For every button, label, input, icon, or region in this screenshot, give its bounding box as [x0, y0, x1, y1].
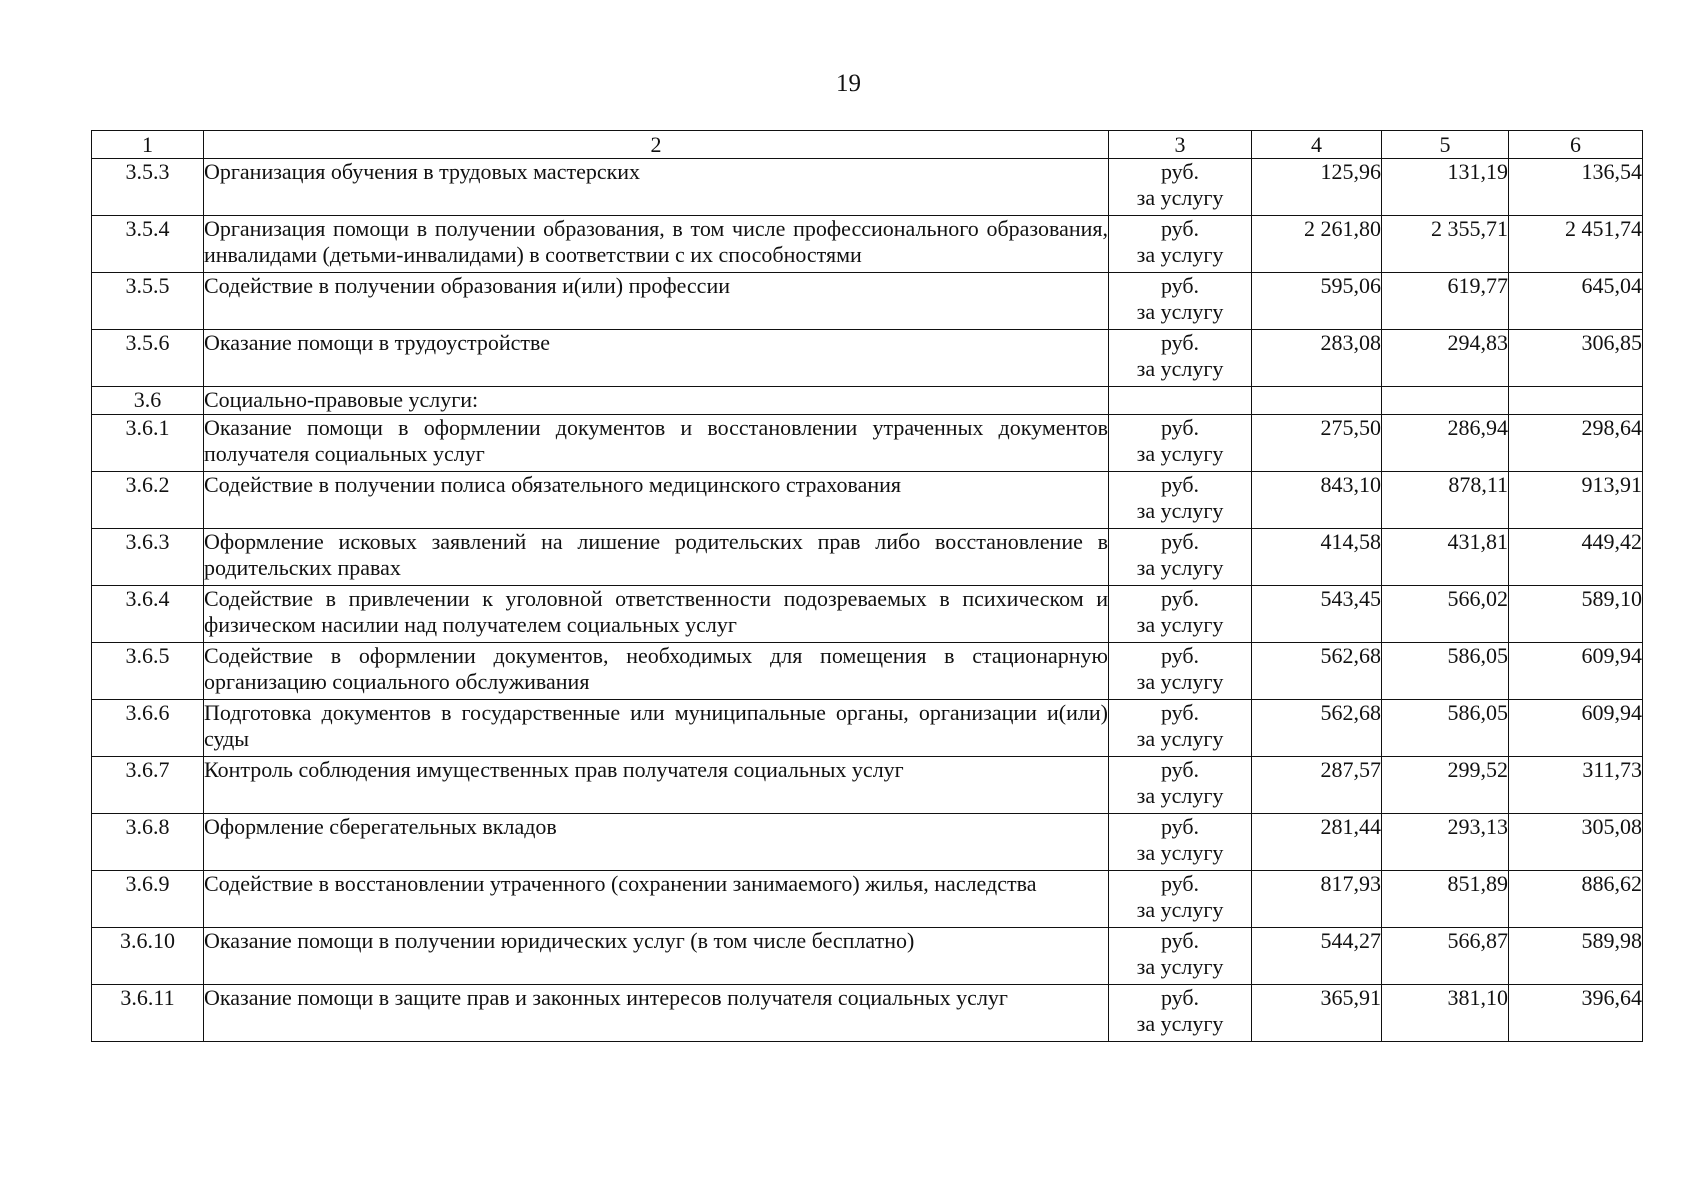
price-col5: [1382, 387, 1509, 415]
price-col6: 311,73: [1509, 757, 1643, 814]
unit-text: за услугу: [1136, 840, 1224, 865]
price-col6: 136,54: [1509, 159, 1643, 216]
price-col6: 298,64: [1509, 415, 1643, 472]
item-number: 3.6.9: [92, 871, 204, 928]
unit-text: руб.: [1160, 330, 1200, 355]
price-col4: 595,06: [1252, 273, 1382, 330]
table-row: [92, 814, 1643, 871]
unit-text: за услугу: [1136, 299, 1224, 324]
price-col6: 2 451,74: [1509, 216, 1643, 273]
table-row: [92, 985, 1643, 1042]
unit-cell: [1109, 415, 1252, 472]
unit-text: за услугу: [1136, 954, 1224, 979]
item-number: 3.5.3: [92, 159, 204, 216]
page-number: 19: [836, 70, 861, 97]
price-col6: [1509, 387, 1643, 415]
price-col6: 609,94: [1509, 700, 1643, 757]
unit-text: за услугу: [1136, 726, 1224, 751]
price-col5: 566,87: [1382, 928, 1509, 985]
price-col6: 645,04: [1509, 273, 1643, 330]
price-col6: 609,94: [1509, 643, 1643, 700]
service-name: Оказание помощи в защите прав и законных интересов получателя социальных услуг: [204, 985, 1109, 1042]
table-row: [92, 643, 1643, 700]
table-row: [92, 871, 1643, 928]
unit-text: за услугу: [1136, 669, 1224, 694]
table-row: [92, 216, 1643, 273]
price-col4: [1252, 387, 1382, 415]
column-header: 4: [1252, 131, 1382, 159]
unit-text: за услугу: [1136, 185, 1224, 210]
service-name: Контроль соблюдения имущественных прав получателя социальных услуг: [204, 757, 1109, 814]
price-col4: 365,91: [1252, 985, 1382, 1042]
service-name: Оформление исковых заявлений на лишение родительских прав либо восстановление в родительских правах: [204, 529, 1109, 586]
unit-text: руб.: [1160, 273, 1200, 298]
item-number: 3.6.7: [92, 757, 204, 814]
table-row: [92, 529, 1643, 586]
column-header: 6: [1509, 131, 1643, 159]
service-name: Содействие в восстановлении утраченного (сохранении занимаемого) жилья, наследства: [204, 871, 1109, 928]
unit-text: руб.: [1160, 814, 1200, 839]
table-row: [92, 586, 1643, 643]
unit-text: руб.: [1160, 985, 1200, 1010]
service-name: Содействие в получении полиса обязательного медицинского страхования: [204, 472, 1109, 529]
unit-text: руб.: [1160, 586, 1200, 611]
price-col5: 299,52: [1382, 757, 1509, 814]
unit-cell: [1109, 387, 1252, 415]
unit-text: руб.: [1160, 529, 1200, 554]
unit-cell: [1109, 586, 1252, 643]
price-col4: 283,08: [1252, 330, 1382, 387]
table-row: [92, 928, 1643, 985]
service-name: Оказание помощи в получении юридических услуг (в том числе бесплатно): [204, 928, 1109, 985]
unit-cell: [1109, 330, 1252, 387]
price-col4: 543,45: [1252, 586, 1382, 643]
unit-cell: [1109, 871, 1252, 928]
unit-text: за услугу: [1136, 1011, 1224, 1036]
price-col5: 293,13: [1382, 814, 1509, 871]
service-name: Содействие в оформлении документов, необходимых для помещения в стационарную организацию социального обслуживания: [204, 643, 1109, 700]
price-col5: 586,05: [1382, 700, 1509, 757]
price-col5: 2 355,71: [1382, 216, 1509, 273]
item-number: 3.6.1: [92, 415, 204, 472]
price-col4: 125,96: [1252, 159, 1382, 216]
unit-text: за услугу: [1136, 356, 1224, 381]
item-number: 3.5.4: [92, 216, 204, 273]
unit-cell: [1109, 273, 1252, 330]
column-header: 2: [204, 131, 1109, 159]
column-header: 1: [92, 131, 204, 159]
table-body: [92, 131, 1643, 1042]
table-row: [92, 757, 1643, 814]
price-col4: 544,27: [1252, 928, 1382, 985]
item-number: 3.6.3: [92, 529, 204, 586]
item-number: 3.6.4: [92, 586, 204, 643]
unit-cell: [1109, 814, 1252, 871]
service-name: Оказание помощи в оформлении документов и восстановлении утраченных документов получателя социальных услуг: [204, 415, 1109, 472]
section-row: [92, 387, 1643, 415]
price-col5: 381,10: [1382, 985, 1509, 1042]
price-col4: 281,44: [1252, 814, 1382, 871]
price-col5: 431,81: [1382, 529, 1509, 586]
table-row: [92, 472, 1643, 529]
unit-text: за услугу: [1136, 783, 1224, 808]
services-tariff-table: [91, 130, 1643, 1042]
item-number: 3.5.6: [92, 330, 204, 387]
unit-text: за услугу: [1136, 897, 1224, 922]
price-col4: 2 261,80: [1252, 216, 1382, 273]
item-number: 3.6.2: [92, 472, 204, 529]
unit-cell: [1109, 985, 1252, 1042]
unit-text: руб.: [1160, 159, 1200, 184]
unit-text: за услугу: [1136, 555, 1224, 580]
price-col4: 817,93: [1252, 871, 1382, 928]
unit-cell: [1109, 643, 1252, 700]
unit-cell: [1109, 757, 1252, 814]
item-number: 3.6.11: [92, 985, 204, 1042]
unit-text: руб.: [1160, 700, 1200, 725]
unit-text: за услугу: [1136, 498, 1224, 523]
unit-text: руб.: [1160, 472, 1200, 497]
unit-cell: [1109, 472, 1252, 529]
price-col4: 843,10: [1252, 472, 1382, 529]
unit-text: за услугу: [1136, 441, 1224, 466]
service-name: Организация помощи в получении образования, в том числе профессионального образования, инвалидами (детьми-инвалидами) в соответствии с их способностями: [204, 216, 1109, 273]
price-col6: 589,10: [1509, 586, 1643, 643]
table-row: [92, 159, 1643, 216]
item-number: 3.6: [92, 387, 204, 415]
price-col6: 305,08: [1509, 814, 1643, 871]
price-col6: 449,42: [1509, 529, 1643, 586]
item-number: 3.6.8: [92, 814, 204, 871]
unit-cell: [1109, 216, 1252, 273]
price-col5: 878,11: [1382, 472, 1509, 529]
price-col5: 286,94: [1382, 415, 1509, 472]
unit-text: за услугу: [1136, 612, 1224, 637]
unit-text: руб.: [1160, 871, 1200, 896]
unit-text: за услугу: [1136, 242, 1224, 267]
price-col6: 913,91: [1509, 472, 1643, 529]
unit-text: руб.: [1160, 928, 1200, 953]
table-row: [92, 330, 1643, 387]
service-name: Организация обучения в трудовых мастерских: [204, 159, 1109, 216]
item-number: 3.6.10: [92, 928, 204, 985]
price-col5: 619,77: [1382, 273, 1509, 330]
item-number: 3.6.6: [92, 700, 204, 757]
price-col4: 414,58: [1252, 529, 1382, 586]
table-row: [92, 273, 1643, 330]
price-col6: 396,64: [1509, 985, 1643, 1042]
unit-cell: [1109, 928, 1252, 985]
price-col6: 306,85: [1509, 330, 1643, 387]
table-row: [92, 700, 1643, 757]
price-col6: 589,98: [1509, 928, 1643, 985]
unit-cell: [1109, 700, 1252, 757]
price-col5: 294,83: [1382, 330, 1509, 387]
price-col5: 566,02: [1382, 586, 1509, 643]
unit-cell: [1109, 159, 1252, 216]
unit-text: руб.: [1160, 757, 1200, 782]
unit-text: руб.: [1160, 216, 1200, 241]
service-name: Содействие в привлечении к уголовной ответственности подозреваемых в психическом и физическом насилии над получателем социальных услуг: [204, 586, 1109, 643]
table-row: [92, 415, 1643, 472]
item-number: 3.5.5: [92, 273, 204, 330]
price-col4: 275,50: [1252, 415, 1382, 472]
unit-text: руб.: [1160, 643, 1200, 668]
service-name: Оказание помощи в трудоустройстве: [204, 330, 1109, 387]
column-number-row: [92, 131, 1643, 159]
unit-cell: [1109, 529, 1252, 586]
service-name: Оформление сберегательных вкладов: [204, 814, 1109, 871]
service-name: Социально-правовые услуги:: [204, 387, 1109, 415]
column-header: 3: [1109, 131, 1252, 159]
price-col5: 131,19: [1382, 159, 1509, 216]
price-col5: 586,05: [1382, 643, 1509, 700]
unit-text: руб.: [1160, 415, 1200, 440]
service-name: Подготовка документов в государственные или муниципальные органы, организации и(или) суды: [204, 700, 1109, 757]
price-col6: 886,62: [1509, 871, 1643, 928]
price-col4: 562,68: [1252, 643, 1382, 700]
price-col4: 562,68: [1252, 700, 1382, 757]
price-col5: 851,89: [1382, 871, 1509, 928]
service-name: Содействие в получении образования и(или) профессии: [204, 273, 1109, 330]
price-col4: 287,57: [1252, 757, 1382, 814]
item-number: 3.6.5: [92, 643, 204, 700]
column-header: 5: [1382, 131, 1509, 159]
